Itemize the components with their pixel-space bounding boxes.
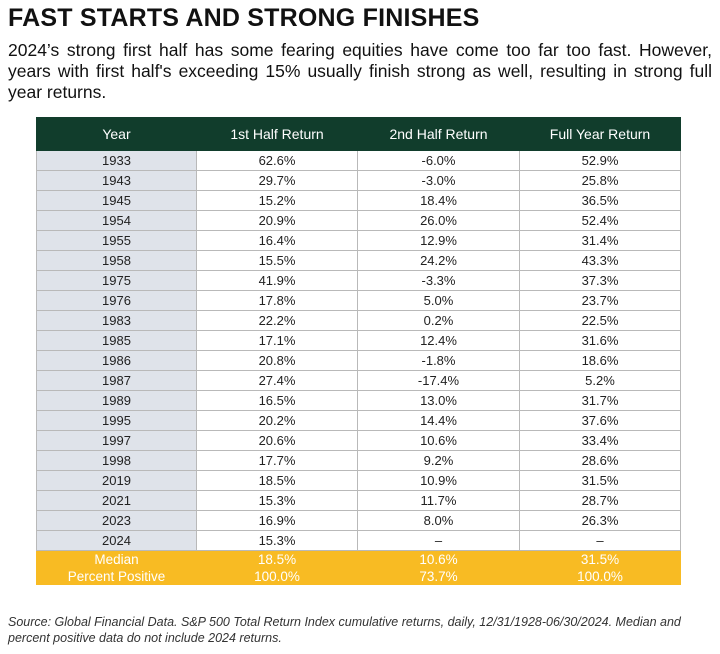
table-row bbox=[37, 211, 681, 231]
first-half-cell: 16.4% bbox=[197, 231, 358, 251]
first-half-cell: 62.6% bbox=[197, 151, 358, 171]
summary-label: Percent Positive bbox=[37, 568, 197, 585]
table-row bbox=[37, 271, 681, 291]
first-half-cell: 20.2% bbox=[197, 411, 358, 431]
full-year-cell: 33.4% bbox=[520, 431, 681, 451]
header-row bbox=[37, 118, 681, 151]
table-row bbox=[37, 531, 681, 551]
table-row bbox=[37, 351, 681, 371]
header-first-half: 1st Half Return bbox=[197, 118, 358, 151]
second-half-cell: -1.8% bbox=[358, 351, 520, 371]
year-cell: 1933 bbox=[37, 151, 197, 171]
first-half-cell: 15.2% bbox=[197, 191, 358, 211]
source-footnote: Source: Global Financial Data. S&P 500 Total Return Index cumulative returns, daily, 12/31/1928-06/30/2024. Median and percent positive data do not include 2024 returns. bbox=[8, 615, 681, 645]
year-cell: 1945 bbox=[37, 191, 197, 211]
second-half-cell: 9.2% bbox=[358, 451, 520, 471]
summary-first-half: 18.5% bbox=[197, 551, 358, 569]
table-body bbox=[37, 151, 681, 551]
returns-table-container bbox=[36, 117, 680, 585]
year-cell: 2021 bbox=[37, 491, 197, 511]
second-half-cell: – bbox=[358, 531, 520, 551]
full-year-cell: 31.7% bbox=[520, 391, 681, 411]
year-cell: 1955 bbox=[37, 231, 197, 251]
table-row bbox=[37, 451, 681, 471]
first-half-cell: 22.2% bbox=[197, 311, 358, 331]
full-year-cell: 18.6% bbox=[520, 351, 681, 371]
header-year: Year bbox=[37, 118, 197, 151]
first-half-cell: 41.9% bbox=[197, 271, 358, 291]
year-cell: 1986 bbox=[37, 351, 197, 371]
first-half-cell: 17.1% bbox=[197, 331, 358, 351]
table-row bbox=[37, 191, 681, 211]
year-cell: 1987 bbox=[37, 371, 197, 391]
full-year-cell: 52.4% bbox=[520, 211, 681, 231]
full-year-cell: 25.8% bbox=[520, 171, 681, 191]
summary-label: Median bbox=[37, 551, 197, 569]
first-half-cell: 15.3% bbox=[197, 531, 358, 551]
first-half-cell: 27.4% bbox=[197, 371, 358, 391]
summary-first-half: 100.0% bbox=[197, 568, 358, 585]
full-year-cell: 31.6% bbox=[520, 331, 681, 351]
second-half-cell: 8.0% bbox=[358, 511, 520, 531]
second-half-cell: -3.3% bbox=[358, 271, 520, 291]
second-half-cell: 14.4% bbox=[358, 411, 520, 431]
summary-full-year: 31.5% bbox=[520, 551, 681, 569]
table-summary bbox=[37, 551, 681, 586]
year-cell: 1958 bbox=[37, 251, 197, 271]
table-row bbox=[37, 371, 681, 391]
year-cell: 1976 bbox=[37, 291, 197, 311]
full-year-cell: – bbox=[520, 531, 681, 551]
year-cell: 1975 bbox=[37, 271, 197, 291]
table-row bbox=[37, 311, 681, 331]
table-row bbox=[37, 291, 681, 311]
second-half-cell: 24.2% bbox=[358, 251, 520, 271]
second-half-cell: -3.0% bbox=[358, 171, 520, 191]
year-cell: 1997 bbox=[37, 431, 197, 451]
full-year-cell: 23.7% bbox=[520, 291, 681, 311]
summary-second-half: 10.6% bbox=[358, 551, 520, 569]
year-cell: 1998 bbox=[37, 451, 197, 471]
year-cell: 1954 bbox=[37, 211, 197, 231]
full-year-cell: 31.5% bbox=[520, 471, 681, 491]
table-row bbox=[37, 331, 681, 351]
summary-full-year: 100.0% bbox=[520, 568, 681, 585]
full-year-cell: 5.2% bbox=[520, 371, 681, 391]
full-year-cell: 28.7% bbox=[520, 491, 681, 511]
table-row bbox=[37, 391, 681, 411]
year-cell: 1995 bbox=[37, 411, 197, 431]
first-half-cell: 15.3% bbox=[197, 491, 358, 511]
year-cell: 2019 bbox=[37, 471, 197, 491]
first-half-cell: 17.7% bbox=[197, 451, 358, 471]
chart-subtitle: 2024’s strong first half has some fearing equities have come too far too fast. However, years with first half's exceeding 15% usually finish strong as well, resulting in strong full year returns. bbox=[8, 40, 712, 102]
first-half-cell: 16.9% bbox=[197, 511, 358, 531]
table-header bbox=[37, 118, 681, 151]
summary-second-half: 73.7% bbox=[358, 568, 520, 585]
table-row bbox=[37, 231, 681, 251]
second-half-cell: 13.0% bbox=[358, 391, 520, 411]
table-row bbox=[37, 511, 681, 531]
second-half-cell: 12.4% bbox=[358, 331, 520, 351]
second-half-cell: 0.2% bbox=[358, 311, 520, 331]
header-second-half: 2nd Half Return bbox=[358, 118, 520, 151]
year-cell: 1943 bbox=[37, 171, 197, 191]
table-row bbox=[37, 151, 681, 171]
full-year-cell: 31.4% bbox=[520, 231, 681, 251]
year-cell: 2024 bbox=[37, 531, 197, 551]
first-half-cell: 20.6% bbox=[197, 431, 358, 451]
second-half-cell: 10.6% bbox=[358, 431, 520, 451]
second-half-cell: -17.4% bbox=[358, 371, 520, 391]
second-half-cell: 11.7% bbox=[358, 491, 520, 511]
year-cell: 1989 bbox=[37, 391, 197, 411]
second-half-cell: 26.0% bbox=[358, 211, 520, 231]
full-year-cell: 43.3% bbox=[520, 251, 681, 271]
table-row bbox=[37, 251, 681, 271]
first-half-cell: 15.5% bbox=[197, 251, 358, 271]
year-cell: 1985 bbox=[37, 331, 197, 351]
median-row bbox=[37, 551, 681, 569]
table-row bbox=[37, 491, 681, 511]
second-half-cell: -6.0% bbox=[358, 151, 520, 171]
second-half-cell: 18.4% bbox=[358, 191, 520, 211]
first-half-cell: 20.9% bbox=[197, 211, 358, 231]
table-row bbox=[37, 431, 681, 451]
year-cell: 1983 bbox=[37, 311, 197, 331]
percent-positive-row bbox=[37, 568, 681, 585]
second-half-cell: 12.9% bbox=[358, 231, 520, 251]
full-year-cell: 52.9% bbox=[520, 151, 681, 171]
second-half-cell: 10.9% bbox=[358, 471, 520, 491]
full-year-cell: 37.6% bbox=[520, 411, 681, 431]
header-full-year: Full Year Return bbox=[520, 118, 681, 151]
first-half-cell: 18.5% bbox=[197, 471, 358, 491]
returns-table bbox=[36, 117, 681, 585]
first-half-cell: 29.7% bbox=[197, 171, 358, 191]
full-year-cell: 26.3% bbox=[520, 511, 681, 531]
chart-title: FAST STARTS AND STRONG FINISHES bbox=[8, 4, 480, 32]
full-year-cell: 28.6% bbox=[520, 451, 681, 471]
first-half-cell: 17.8% bbox=[197, 291, 358, 311]
full-year-cell: 22.5% bbox=[520, 311, 681, 331]
first-half-cell: 16.5% bbox=[197, 391, 358, 411]
table-row bbox=[37, 171, 681, 191]
table-row bbox=[37, 411, 681, 431]
full-year-cell: 37.3% bbox=[520, 271, 681, 291]
year-cell: 2023 bbox=[37, 511, 197, 531]
second-half-cell: 5.0% bbox=[358, 291, 520, 311]
full-year-cell: 36.5% bbox=[520, 191, 681, 211]
first-half-cell: 20.8% bbox=[197, 351, 358, 371]
table-row bbox=[37, 471, 681, 491]
